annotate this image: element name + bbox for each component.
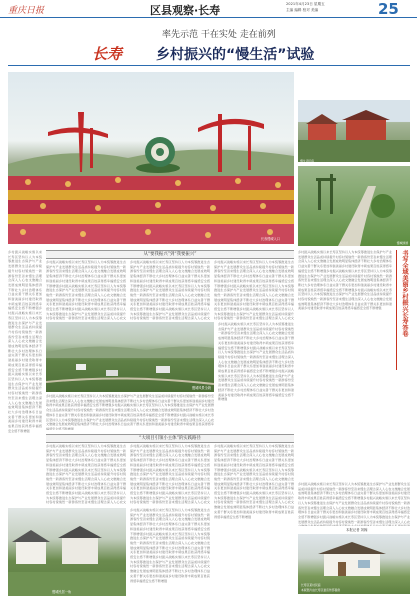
main-photo xyxy=(8,72,294,244)
headline-rule xyxy=(8,65,410,66)
section-2-col-4 xyxy=(130,508,210,594)
section-1-heading: 从“要我振兴”到“我要振兴” xyxy=(46,250,294,259)
right-column-text-2 xyxy=(298,482,410,526)
garden-illustration xyxy=(8,72,294,244)
photo-center xyxy=(46,322,214,392)
masthead xyxy=(0,0,417,18)
section-1-col-3 xyxy=(214,260,294,320)
byline: 本报记者 刘翰 xyxy=(346,528,368,532)
section-2-col-3 xyxy=(214,444,294,594)
photo-mid-right-caption: 慢城绿道 xyxy=(396,241,408,245)
photo-top-right-caption: 慢生活民宿 xyxy=(300,159,314,162)
staff-line: 主编 编辑 校对 美编 xyxy=(286,8,319,12)
main-photo-caption: 长寿慢城入口 xyxy=(260,237,280,241)
photo-top-right xyxy=(298,100,410,162)
photo-credit: 本版图片由长寿区委宣传部提供 xyxy=(301,588,341,592)
garden-path-illustration xyxy=(298,166,410,246)
newspaper-logo: 重庆日报 xyxy=(8,6,45,16)
left-column-text xyxy=(8,250,42,550)
side-banner-text: 书写全域美丽乡村振兴长寿答卷 xyxy=(401,250,408,337)
photo-center-caption: 慢城风景全貌 xyxy=(191,386,211,390)
issue-date: 2021年4月23日 星期五 xyxy=(286,2,325,6)
photo-bottom-right xyxy=(298,534,410,594)
headline-place: 长寿 xyxy=(92,45,123,63)
section-2-heading: “大项目引领小主体”的实践路径 xyxy=(46,434,294,443)
section-2-col-1 xyxy=(46,444,126,504)
section-2-col-2 xyxy=(130,444,210,504)
photo-mid-right xyxy=(298,166,410,246)
section-title: 区县观察·长寿 xyxy=(150,4,221,17)
aerial-village-illustration xyxy=(46,322,214,392)
section-1-col-5 xyxy=(46,394,214,430)
side-banner xyxy=(396,250,410,370)
section-1-col-1 xyxy=(46,260,126,320)
section-1-col-4 xyxy=(218,322,294,430)
photo-bottom-left-caption: 慢城民居一角 xyxy=(52,590,72,594)
rural-houses-illustration xyxy=(8,508,126,596)
page-number: 25 xyxy=(378,0,399,18)
right-column-text-1 xyxy=(298,250,392,480)
section-1-col-2 xyxy=(130,260,210,320)
village-houses-illustration xyxy=(298,100,410,162)
headline-main: 乡村振兴的“慢生活”试验 xyxy=(156,47,315,63)
headline-kicker: 率先示范 干在实处 走在前列 xyxy=(162,30,276,40)
photo-bottom-left xyxy=(8,508,126,596)
photo-bottom-right-caption: 长寿区某村民宿 xyxy=(301,583,321,587)
